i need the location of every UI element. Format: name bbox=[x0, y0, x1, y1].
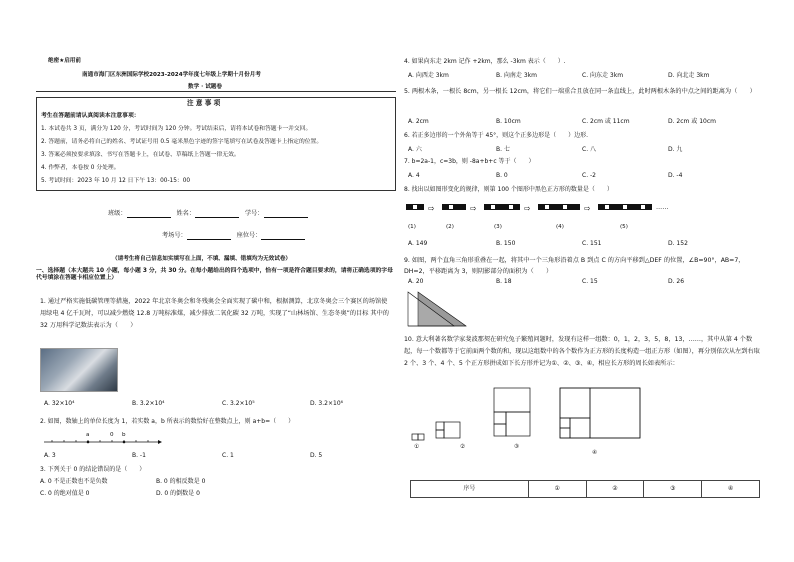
q9-option-d: D. 26 bbox=[668, 278, 685, 285]
pattern-square bbox=[418, 204, 424, 210]
q4-option-a: A. 向西走 3km bbox=[408, 72, 449, 79]
q4-text: 4. 如果向东走 2km 记作 +2km，那么 -3km 表示（ ）. bbox=[404, 58, 566, 65]
q1-option-a: A. 32×10⁴ bbox=[44, 400, 75, 407]
q10-fig-label-1: ① bbox=[414, 444, 420, 450]
table-cell: ① bbox=[528, 481, 586, 498]
info-row-1 bbox=[108, 210, 308, 218]
name-label: 姓名： bbox=[176, 210, 196, 217]
q6-text: 6. 若正多边形的一个外角等于 45°，则这个正多边形是（ ）边形. bbox=[404, 132, 589, 139]
seat-label: 座位号： bbox=[236, 232, 262, 239]
q4-option-b: B. 向南走 3km bbox=[496, 72, 537, 79]
q3-option-c: C. 0 的绝对值是 0 bbox=[40, 490, 90, 497]
notice-item-5: 5. 考试时间：2023 年 10 月 12 日下午 13：00-15：00 bbox=[41, 178, 191, 184]
arrow-icon: ⇨ bbox=[584, 204, 591, 213]
student-id-field[interactable] bbox=[264, 211, 308, 218]
table-header-index: 序号 bbox=[411, 481, 529, 498]
q3-text: 3. 下列关于 0 的结论错误的是（ ） bbox=[40, 466, 146, 473]
q2-text: 2. 如图，数轴上的单位长度为 1，若实数 a，b 所表示的数恰好在整数点上，则 a+b=（ ） bbox=[40, 418, 295, 425]
arrow-icon: ⇨ bbox=[524, 204, 531, 213]
ellipsis-label: …… bbox=[656, 204, 669, 211]
q5-option-d: D. 2cm 或 10cm bbox=[668, 118, 716, 125]
pattern-square bbox=[514, 204, 520, 210]
room-field[interactable] bbox=[187, 233, 231, 240]
student-id-label: 学号： bbox=[244, 210, 264, 217]
warning-note: （请考生将自己信息如实填写在上面，不填、漏填、错填均为无效试卷） bbox=[112, 256, 292, 262]
q5-option-a: A. 2cm bbox=[408, 118, 429, 125]
q8-fig-label-1: (1) bbox=[408, 224, 416, 230]
q4-option-c: C. 向东走 3km bbox=[582, 72, 624, 79]
arrow-icon: ⇨ bbox=[428, 204, 435, 213]
table-cell: ③ bbox=[644, 481, 702, 498]
triangle-translation-figure bbox=[404, 288, 470, 330]
q2-option-c: C. 1 bbox=[222, 452, 234, 459]
q3-option-b: B. 0 的相反数是 0 bbox=[156, 478, 206, 485]
q3-option-d: D. 0 的倒数是 0 bbox=[156, 490, 200, 497]
q10-fig-label-3: ③ bbox=[514, 444, 520, 450]
q9-option-b: B. 18 bbox=[496, 278, 512, 285]
q7-option-a: A. 4 bbox=[408, 172, 420, 179]
q8-text: 8. 找出以如图形变化的规律，则第 100 个图形中黑色正方形的数量是（ ） bbox=[404, 186, 613, 193]
table-cell: ④ bbox=[702, 481, 760, 498]
q5-text: 5. 两根木条，一根长 8cm，另一根长 12cm，将它们一端重合且放在同一条直线上，此时两根木条的中点之间的距离为（ ） bbox=[404, 88, 756, 95]
q6-option-d: D. 九 bbox=[668, 146, 683, 153]
notice-box bbox=[36, 97, 396, 191]
q10-fig-label-2: ② bbox=[460, 444, 466, 450]
q5-option-b: B. 10cm bbox=[496, 118, 521, 125]
q9-option-c: C. 15 bbox=[582, 278, 598, 285]
q5-option-c: C. 2cm 或 11cm bbox=[582, 118, 630, 125]
class-label: 班级： bbox=[108, 210, 127, 217]
axis-label-0: 0 bbox=[110, 432, 114, 438]
pattern-square bbox=[460, 204, 466, 210]
info-row-2 bbox=[162, 232, 305, 240]
q8-fig-label-2: (2) bbox=[446, 224, 454, 230]
notice-item-1: 1. 本试卷共 3 页，满分为 120 分，考试时间为 120 分钟。考试结束后，请将本试卷和答题卡一并交回。 bbox=[41, 126, 312, 132]
q10-text: 10. 意大利著名数学家斐波那契在研究兔子繁殖问题时，发现有这样一组数：0，1，2，3，5，8，13，……，其中从第 4 个数起，每一个数都等于它前面两个数的和，现以这组数中的各个数作为正方形的长度构造一组正方形（如图），再分别依次从左到右取 2 个、3 个、4 个、5 个正方形拼成如下长方形并记为①、②、③、④，相应长方形的周长如表所示： bbox=[404, 336, 760, 367]
q8-option-b: B. 150 bbox=[496, 240, 516, 247]
q2-option-d: D. 5 bbox=[310, 452, 323, 459]
q4-option-d: D. 向北走 3km bbox=[668, 72, 710, 79]
q7-text: 7. b=2a-1，c=3b，则 -8a+b+c 等于（ ） bbox=[404, 158, 535, 165]
number-line-figure bbox=[42, 428, 162, 450]
q6-option-b: B. 七 bbox=[496, 146, 510, 153]
name-field[interactable] bbox=[195, 211, 239, 218]
q8-fig-label-5: (5) bbox=[620, 224, 628, 230]
notice-item-4: 4. 作弊者，本卷按 0 分处理。 bbox=[41, 165, 120, 171]
table-row bbox=[411, 481, 760, 498]
notice-item-2: 2. 答题前，请务必将自己的姓名、考试证号用 0.5 毫米黑色字迹的签字笔填写在试卷及答题卡上指定的位置。 bbox=[41, 139, 323, 145]
q8-pattern-figure bbox=[404, 198, 764, 226]
q7-option-b: B. 0 bbox=[496, 172, 508, 179]
exam-title: 南通市海门区东洲国际学校2023-2024学年度七年级上学期十月份月考 bbox=[82, 72, 261, 78]
arrow-icon: ⇨ bbox=[470, 204, 477, 213]
axis-label-a: a bbox=[86, 432, 90, 438]
q1-option-d: D. 3.2×10⁶ bbox=[310, 400, 344, 407]
secret-label: 绝密★启用前 bbox=[48, 58, 81, 64]
notice-item-3: 3. 答案必须按要求填涂、书写在答题卡上，在试卷、草稿纸上答题一律无效。 bbox=[41, 152, 240, 158]
class-field[interactable] bbox=[127, 211, 171, 218]
perimeter-table bbox=[410, 480, 760, 498]
room-label: 考场号： bbox=[162, 232, 187, 239]
q9-option-a: A. 20 bbox=[408, 278, 424, 285]
q10-fig-label-4: ④ bbox=[592, 450, 598, 456]
q1-option-b: B. 3.2×10⁴ bbox=[132, 400, 165, 407]
q2-option-a: A. 3 bbox=[44, 452, 56, 459]
q2-option-b: B. -1 bbox=[132, 452, 146, 459]
table-cell: ② bbox=[586, 481, 644, 498]
q7-option-d: D. -4 bbox=[668, 172, 683, 179]
q1-option-c: C. 3.2×10⁵ bbox=[222, 400, 255, 407]
exam-subtitle: 数学 · 试题卷 bbox=[188, 84, 222, 90]
q3-option-a: A. 0 不是正数也不是负数 bbox=[40, 478, 108, 485]
section1-heading: 一、选择题（本大题共 10 小题，每小题 3 分，共 30 分。在每小题给出的四个选项中，恰有一项是符合题目要求的，请将正确选项的字母代号填涂在答题卡相应位置上） bbox=[36, 268, 393, 282]
notice-heading: 注 意 事 项 bbox=[187, 99, 221, 107]
q8-fig-label-3: (3) bbox=[494, 224, 502, 230]
pattern-square bbox=[574, 204, 580, 210]
q8-option-c: C. 151 bbox=[582, 240, 602, 247]
q8-option-d: D. 152 bbox=[668, 240, 688, 247]
q9-text: 9. 如图，两个直角三角形重叠在一起，将其中一个三角形沿着点 B 到点 C 的方向平移到△DEF 的位置，∠B=90°，AB=7，DH=2，平移距离为 3，则阴影部分的面积为（ ） bbox=[404, 257, 745, 275]
olympic-venue-photo bbox=[40, 348, 118, 392]
q6-option-c: C. 八 bbox=[582, 146, 597, 153]
q7-option-c: C. -2 bbox=[582, 172, 596, 179]
q6-option-a: A. 六 bbox=[408, 146, 422, 153]
q1-text: 1. 通过严格实施低碳管理等措施，2022 年北京冬奥会和冬残奥会全面实现了碳中和，根据测算，北京冬奥会三个赛区的场馆使用绿电 4 亿千瓦时，可以减少燃烧 12.8 万吨标准煤，减少排放二氧化碳 32 万吨，实现了“山林场馆、生态冬奥”的目标 其中的 32 万用科学记数法表示为（ ） bbox=[40, 298, 389, 329]
notice-intro: 考生在答题前请认真阅读本注意事项： bbox=[41, 113, 140, 119]
q8-fig-label-4: (4) bbox=[556, 224, 564, 230]
seat-field[interactable] bbox=[261, 233, 305, 240]
axis-label-b: b bbox=[122, 432, 126, 438]
fibonacci-rectangles-figure bbox=[410, 386, 650, 458]
q8-option-a: A. 149 bbox=[408, 240, 428, 247]
header-divider bbox=[36, 91, 396, 92]
pattern-square bbox=[646, 204, 652, 210]
